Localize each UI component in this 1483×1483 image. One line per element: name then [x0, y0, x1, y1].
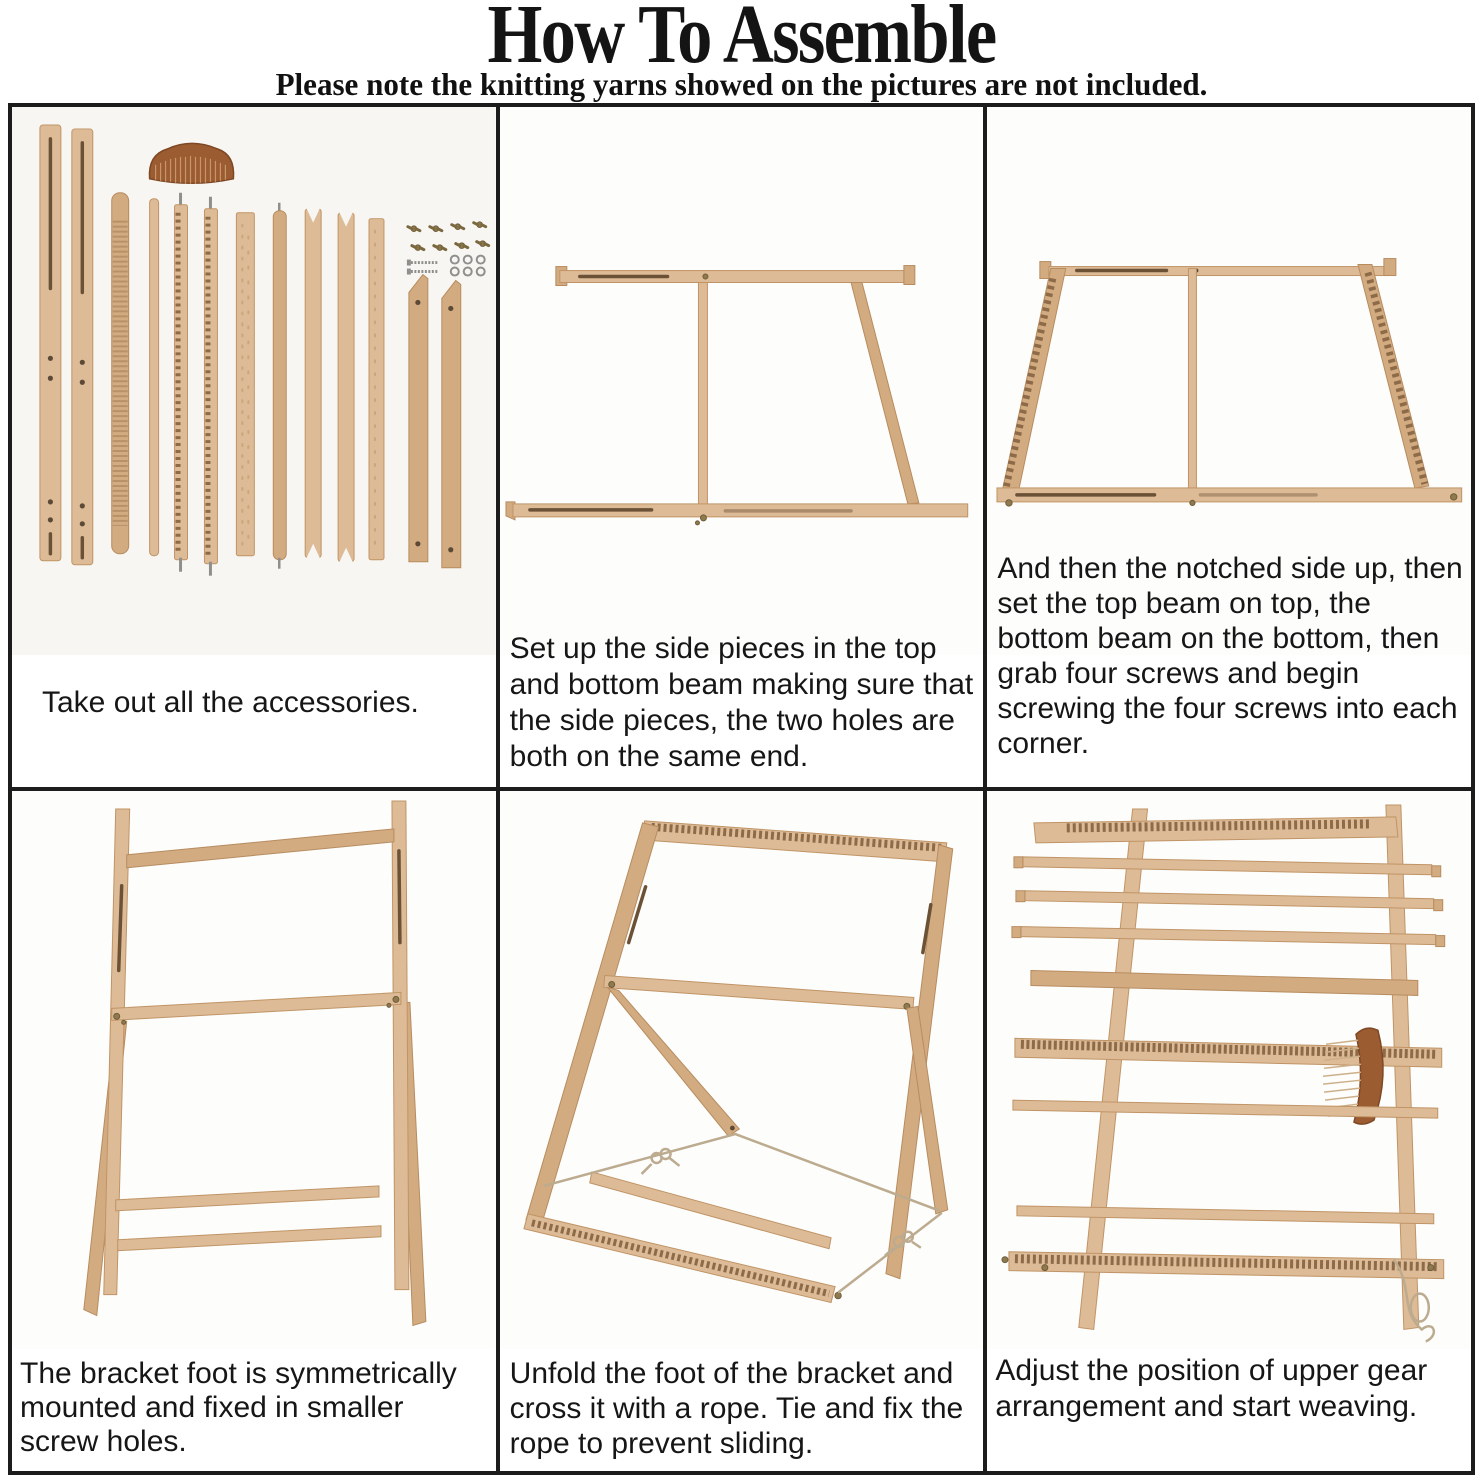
page-title: How To Assemble	[487, 0, 996, 81]
steps-grid	[8, 103, 1475, 1475]
page-subtitle: Please note the knitting yarns showed on the pictures are not included.	[275, 66, 1208, 102]
partial-frame-photo	[500, 107, 984, 655]
step-panel-2	[500, 107, 984, 787]
center-bar-icon	[1189, 269, 1197, 492]
step-caption: The bracket foot is symmetrically mounted and fixed in smaller screw holes.	[20, 1357, 457, 1458]
finished-loom-photo	[987, 791, 1471, 1349]
side-piece-vertical-icon	[698, 283, 707, 508]
step-caption: Unfold the foot of the bracket and cross it with a rope. Tie and fix the rope to prevent sliding.	[509, 1357, 964, 1460]
step-panel-6	[987, 791, 1471, 1471]
side-rail-right-icon	[392, 801, 409, 1290]
wood-slat-icon	[369, 219, 384, 560]
bracket-mounted-photo	[12, 791, 496, 1349]
step-panel-4	[12, 791, 496, 1471]
step-caption: Adjust the position of upper gear arrangement and start weaving.	[995, 1354, 1428, 1423]
step-caption: Set up the side pieces in the top and bottom beam making sure that the side pieces, the two holes are both on the same end.	[509, 632, 974, 773]
dowel-rod-icon	[150, 199, 159, 556]
step-panel-5	[500, 791, 984, 1471]
toothed-bar-icon	[175, 193, 188, 572]
wood-slat-icon	[236, 213, 254, 556]
loom-parts-photo	[12, 107, 496, 655]
easel-stand-rope-photo	[500, 791, 984, 1349]
pinned-rod-icon	[273, 203, 286, 569]
header	[0, 0, 1483, 103]
toothed-bar-icon	[204, 197, 217, 576]
shuttle-stick-icon	[338, 212, 354, 563]
ribbed-rod-icon	[112, 193, 129, 554]
step-panel-1	[12, 107, 496, 787]
step-caption: And then the notched side up, then set the top beam on top, the bottom beam on the bottom, then grab four screws and begin screwing the four screws into each corner.	[997, 552, 1463, 760]
step-panel-3	[987, 107, 1471, 787]
shuttle-stick-icon	[305, 208, 321, 559]
step-caption: Take out all the accessories.	[42, 686, 419, 719]
